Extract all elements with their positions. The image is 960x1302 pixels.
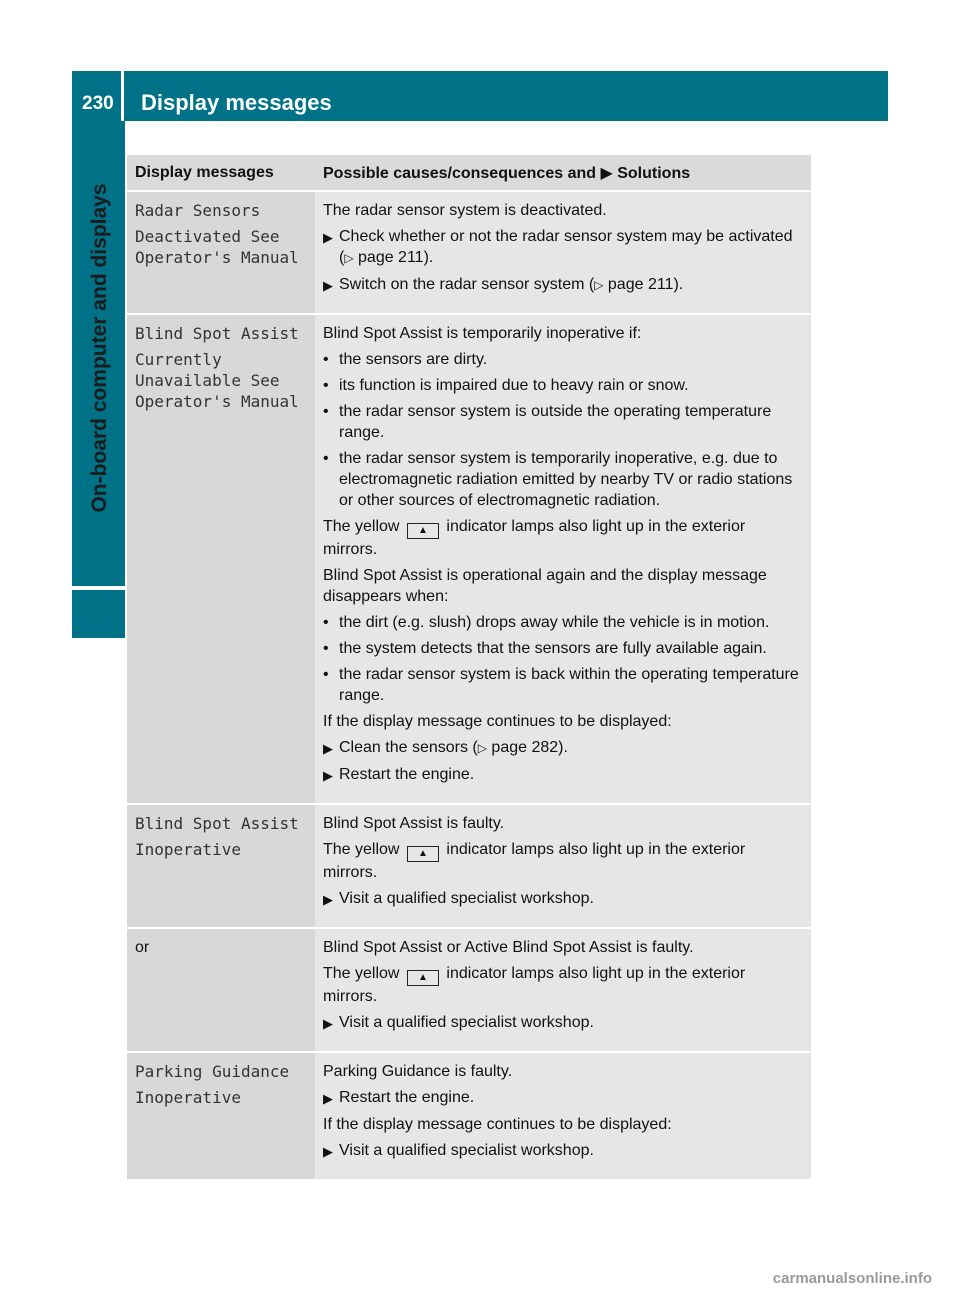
list-item	[323, 448, 803, 511]
bullet-icon: •	[323, 377, 329, 394]
list-item-text: the system detects that the sensors are fully available again.	[339, 640, 767, 657]
warning-lamp-icon: ▲	[407, 970, 439, 986]
action-arrow-icon: ▶	[323, 230, 333, 245]
watermark: carmanualsonline.info	[772, 1270, 932, 1287]
list-item	[323, 375, 803, 396]
bullet-icon: •	[323, 640, 329, 657]
bullet-icon: •	[323, 403, 329, 420]
action-arrow-icon: ▶	[323, 741, 333, 756]
bullet-icon: •	[323, 450, 329, 467]
action-step	[323, 888, 803, 910]
page-ref-icon: ▷	[477, 741, 487, 755]
action-step	[323, 1087, 803, 1109]
message-line: Radar Sensors	[135, 201, 261, 220]
solution-cell	[315, 804, 811, 928]
column-header-solutions-text: Solutions	[617, 164, 691, 182]
cause-text: Blind Spot Assist is temporarily inoperative if:	[323, 325, 642, 342]
warning-lamp-icon: ▲	[407, 846, 439, 862]
list-item-text: the sensors are dirty.	[339, 351, 488, 368]
table-row	[127, 928, 811, 1052]
list-item	[323, 349, 803, 370]
indicator-note-post: indicator lamps also light up in the exterior mirrors.	[323, 965, 746, 1005]
list-item	[323, 401, 803, 443]
action-arrow-icon: ▶	[323, 892, 333, 907]
cause-text: Blind Spot Assist or Active Blind Spot Assist is faulty.	[323, 939, 694, 956]
action-step	[323, 764, 803, 786]
message-line: Inoperative	[135, 840, 241, 859]
table-row	[127, 1052, 811, 1179]
display-message-cell	[127, 1052, 315, 1179]
list-item-text: the radar sensor system is outside the operating temperature range.	[339, 403, 772, 441]
message-line: Inoperative	[135, 1088, 241, 1107]
display-message-cell	[127, 191, 315, 314]
display-message-cell	[127, 314, 315, 804]
message-line: Operator's Manual	[135, 248, 299, 267]
list-item-text: the dirt (e.g. slush) drops away while the vehicle is in motion.	[339, 614, 770, 631]
page-reference: page 211).	[607, 276, 684, 293]
list-item	[323, 664, 803, 706]
action-step	[323, 274, 803, 296]
message-line: Blind Spot Assist	[135, 814, 299, 833]
page-ref-icon: ▷	[594, 278, 604, 292]
display-message-cell	[127, 928, 315, 1052]
action-arrow-icon: ▶	[323, 768, 333, 783]
solution-cell	[315, 191, 811, 314]
action-arrow-icon: ▶	[323, 278, 333, 293]
display-messages-table	[127, 155, 811, 1179]
list-item-text: the radar sensor system is back within the operating temperature range.	[339, 666, 799, 704]
page-ref-icon: ▷	[344, 251, 354, 265]
message-line: Unavailable See	[135, 371, 280, 390]
bullet-icon: •	[323, 351, 329, 368]
continues-text: If the display message continues to be displayed:	[323, 1116, 672, 1133]
list-item	[323, 612, 803, 633]
list-item-text: the radar sensor system is temporarily inoperative, e.g. due to electromagnetic radiation emitted by nearby TV or radio stations or other sources of electromagnetic radiation.	[339, 450, 793, 509]
display-message-cell	[127, 804, 315, 928]
table-row	[127, 314, 811, 804]
message-line: Deactivated See	[135, 227, 280, 246]
side-tab-stub	[72, 590, 125, 638]
solution-cell	[315, 1052, 811, 1179]
action-text: Clean the sensors (	[339, 739, 478, 756]
page-number: 230	[82, 93, 114, 114]
message-line: Blind Spot Assist	[135, 324, 299, 343]
list-item	[323, 638, 803, 659]
bullet-icon: •	[323, 614, 329, 631]
message-line: Currently	[135, 350, 222, 369]
warning-lamp-icon: ▲	[407, 523, 439, 539]
action-text: Restart the engine.	[339, 1089, 475, 1106]
action-arrow-icon: ▶	[323, 1091, 333, 1106]
indicator-note	[323, 839, 803, 883]
page-title: Display messages	[141, 90, 332, 115]
message-line: Parking Guidance	[135, 1062, 290, 1081]
page-number-box	[72, 71, 124, 121]
message-line: Operator's Manual	[135, 392, 299, 411]
column-header-messages: Display messages	[127, 155, 315, 191]
action-text: Switch on the radar sensor system (	[339, 276, 595, 293]
side-tab-label: On-board computer and displays	[88, 183, 111, 513]
indicator-note-post: indicator lamps also light up in the exterior mirrors.	[323, 518, 746, 558]
indicator-note-post: indicator lamps also light up in the exterior mirrors.	[323, 841, 746, 881]
column-header-causes	[315, 155, 811, 191]
indicator-note	[323, 963, 803, 1007]
solution-cell	[315, 314, 811, 804]
indicator-note-pre: The yellow	[323, 965, 400, 982]
table-row	[127, 804, 811, 928]
cause-text: Parking Guidance is faulty.	[323, 1063, 513, 1080]
cause-text: The radar sensor system is deactivated.	[323, 202, 607, 219]
indicator-note-pre: The yellow	[323, 841, 400, 858]
cause-text: Blind Spot Assist is faulty.	[323, 815, 505, 832]
solution-cell	[315, 928, 811, 1052]
action-step	[323, 1140, 803, 1162]
page-header	[72, 71, 888, 121]
table-header-row	[127, 155, 811, 191]
list-item-text: its function is impaired due to heavy rain or snow.	[339, 377, 689, 394]
recovery-text: Blind Spot Assist is operational again and the display message disappears when:	[323, 567, 767, 605]
page-reference: page 211).	[358, 249, 434, 266]
action-text: Visit a qualified specialist workshop.	[339, 1014, 594, 1031]
play-arrow-icon: ▶	[600, 164, 613, 182]
column-header-causes-text: Possible causes/consequences and	[323, 164, 597, 182]
indicator-note-pre: The yellow	[323, 518, 400, 535]
or-label: or	[135, 939, 150, 956]
action-step	[323, 1012, 803, 1034]
bullet-icon: •	[323, 666, 329, 683]
action-step	[323, 737, 803, 759]
action-text: Restart the engine.	[339, 766, 475, 783]
table-row	[127, 191, 811, 314]
action-text: Visit a qualified specialist workshop.	[339, 1142, 594, 1159]
indicator-note	[323, 516, 803, 560]
action-arrow-icon: ▶	[323, 1016, 333, 1031]
action-arrow-icon: ▶	[323, 1144, 333, 1159]
action-text: Check whether or not the radar sensor system may be activated	[339, 228, 793, 245]
continues-text: If the display message continues to be displayed:	[323, 713, 672, 730]
action-step: ▶ Check whether or not the radar sensor system may be activated (▷ page 211).	[323, 226, 803, 269]
action-text: Visit a qualified specialist workshop.	[339, 890, 594, 907]
page-reference: page 282).	[491, 739, 568, 756]
